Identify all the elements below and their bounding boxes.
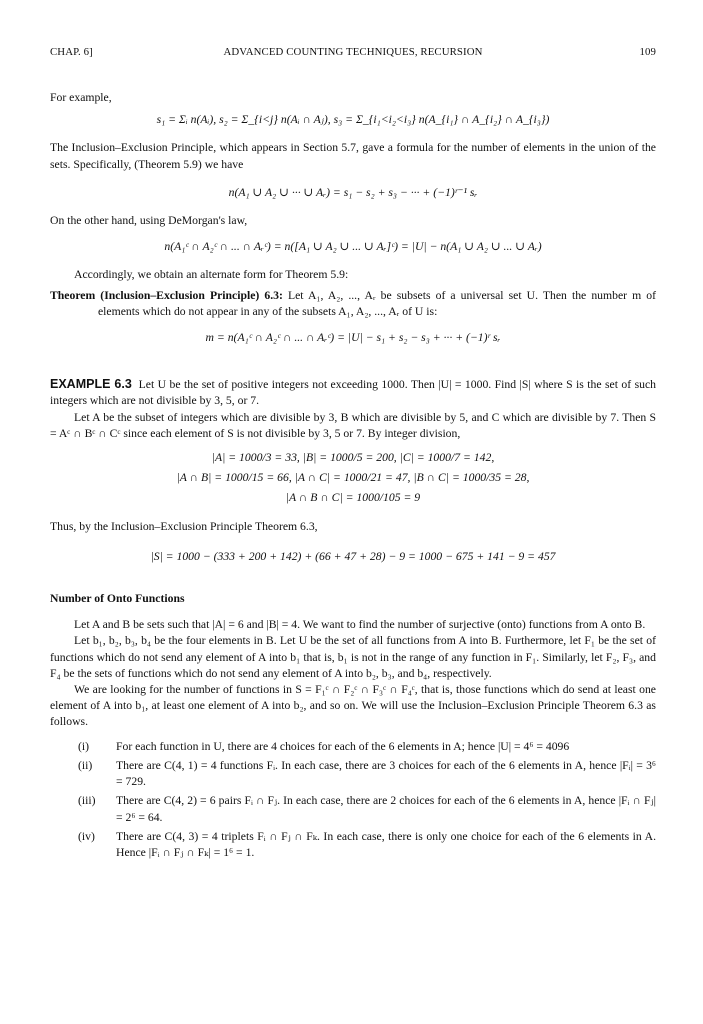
for-example-text: For example, xyxy=(50,91,112,104)
alternate-form-text: Accordingly, we obtain an alternate form for Theorem 5.9: xyxy=(74,268,349,282)
list-item-text: There are C(4, 2) = 6 pairs Fᵢ ∩ Fⱼ. In each case, there are 2 choices for each of the 6 elements in A, hence |Fᵢ ∩ Fⱼ| = 2⁶ = 64. xyxy=(116,794,656,824)
running-header xyxy=(50,44,656,62)
list-item-number: (iii) xyxy=(78,794,96,808)
example-paragraph-1 xyxy=(50,376,656,409)
demorgan-text: On the other hand, using DeMorgan's law, xyxy=(50,214,248,228)
example-text-1: Let U be the set of positive integers not exceeding 1000. Then |U| = 1000. Find |S| where S is the set of such integers which are not divisible by 3, 5, or 7. xyxy=(50,378,656,408)
list-item xyxy=(78,758,656,790)
list-item-text: There are C(4, 3) = 4 triplets Fᵢ ∩ Fⱼ ∩ Fₖ. In each case, there is only one choice for each of the 6 elements in A. Hence |Fᵢ ∩ Fⱼ ∩ Fₖ| = 1⁶ = 1. xyxy=(116,829,656,859)
running-title: ADVANCED COUNTING TECHNIQUES, RECURSION xyxy=(223,46,483,58)
demorgan-formula: n(A₁ᶜ ∩ A₂ᶜ ∩ ... ∩ Aᵣᶜ) = n([A₁ ∪ A₂ ∪ ... ∪ Aᵣ]ᶜ) = |U| − n(A₁ ∪ A₂ ∪ ... ∪ Aᵣ) xyxy=(164,240,542,254)
theorem-label: Theorem (Inclusion–Exclusion Principle) 6.3: xyxy=(50,288,283,302)
onto-heading: Number of Onto Functions xyxy=(50,592,185,606)
list-item xyxy=(78,793,656,825)
theorem-statement: Let A₁, A₂, ..., Aᵣ be subsets of a universal set U. Then the number m of elements which do not appear in any of the subsets A₁, A₂, ..., Aᵣ of U is: xyxy=(98,288,657,318)
example-calc-1: |A| = 1000/3 = 33, |B| = 1000/5 = 200, |C| = 1000/7 = 142, xyxy=(211,451,495,465)
onto-paragraph-2: Let b₁, b₂, b₃, b₄ be the four elements in B. Let U be the set of all functions from A into B. Furthermore, let F₁ be the set of functions which do not send any element of A into b₁ that is, b₁ is not in the range of any function in F₁. Similarly, let F₂, F₃, and F₄ be the sets of functions which do not send any element of A into b₂, b₃, and b₄, respectively. xyxy=(50,634,656,680)
theorem-formula: m = n(A₁ᶜ ∩ A₂ᶜ ∩ ... ∩ Aᵣᶜ) = |U| − s₁ + s₂ − s₃ + ··· + (−1)ʳ sᵣ xyxy=(205,331,501,345)
book-page xyxy=(50,44,656,861)
page-number: 109 xyxy=(639,46,656,58)
list-item-number: (iv) xyxy=(78,829,95,843)
example-calc-3: |A ∩ B ∩ C| = 1000/105 = 9 xyxy=(285,491,421,505)
example-calc-2: |A ∩ B| = 1000/15 = 66, |A ∩ C| = 1000/21 = 47, |B ∩ C| = 1000/35 = 28, xyxy=(176,471,530,485)
union-formula: n(A₁ ∪ A₂ ∪ ··· ∪ Aᵣ) = s₁ − s₂ + s₃ − ··· + (−1)ʳ⁻¹ sᵣ xyxy=(228,185,478,199)
example-paragraph-2: Let A be the subset of integers which are divisible by 3, B which are divisible by 5, and C which are divisible by 7. Then S = Aᶜ ∩ Bᶜ ∩ Cᶜ since each element of S is not divisible by 3, 5 or 7. By integer division, xyxy=(50,410,656,440)
list-item xyxy=(78,829,656,861)
list-item-number: (ii) xyxy=(78,758,93,772)
list-item xyxy=(78,739,656,755)
onto-paragraph-1: Let A and B be sets such that |A| = 6 and |B| = 4. We want to find the number of surjective (onto) functions from A onto B. xyxy=(74,618,646,632)
theorem-block xyxy=(50,288,656,320)
ie-paragraph: The Inclusion–Exclusion Principle, which appears in Section 5.7, gave a formula for the number of elements in the union of the sets. Specifically, (Theorem 5.9) we have xyxy=(50,141,656,171)
onto-steps-list xyxy=(50,739,656,861)
chapter-label: CHAP. 6] xyxy=(50,46,93,58)
list-item-text: For each function in U, there are 4 choices for each of the 6 elements in A; hence |U| = 4⁶ = 4096 xyxy=(116,739,570,753)
example-thus-text: Thus, by the Inclusion–Exclusion Principle Theorem 6.3, xyxy=(50,519,318,533)
example-label: EXAMPLE 6.3 xyxy=(50,377,132,392)
list-item-text: There are C(4, 1) = 4 functions Fᵢ. In each case, there are 3 choices for each of the 6 elements in A, hence |Fᵢ| = 3⁶ = 729. xyxy=(116,758,656,789)
onto-paragraph-3: We are looking for the number of functions in S = F₁ᶜ ∩ F₂ᶜ ∩ F₃ᶜ ∩ F₄ᶜ, that is, those functions which do send at least one element of A into b₁, at least one element of A into b₂, and so on. We will use the Inclusion–Exclusion Principle Theorem 6.3 as follows. xyxy=(50,683,656,729)
s-definitions-formula: s₁ = Σᵢ n(Aᵢ), s₂ = Σ_{i<j} n(Aᵢ ∩ Aⱼ), s₃ = Σ_{i₁<i₂<i₃} n(A_{i₁} ∩ A_{i₂} ∩ A_{i₃}) xyxy=(156,113,550,127)
example-result: |S| = 1000 − (333 + 200 + 142) + (66 + 47 + 28) − 9 = 1000 − 675 + 141 − 9 = 457 xyxy=(150,549,556,563)
list-item-number: (i) xyxy=(78,739,90,753)
